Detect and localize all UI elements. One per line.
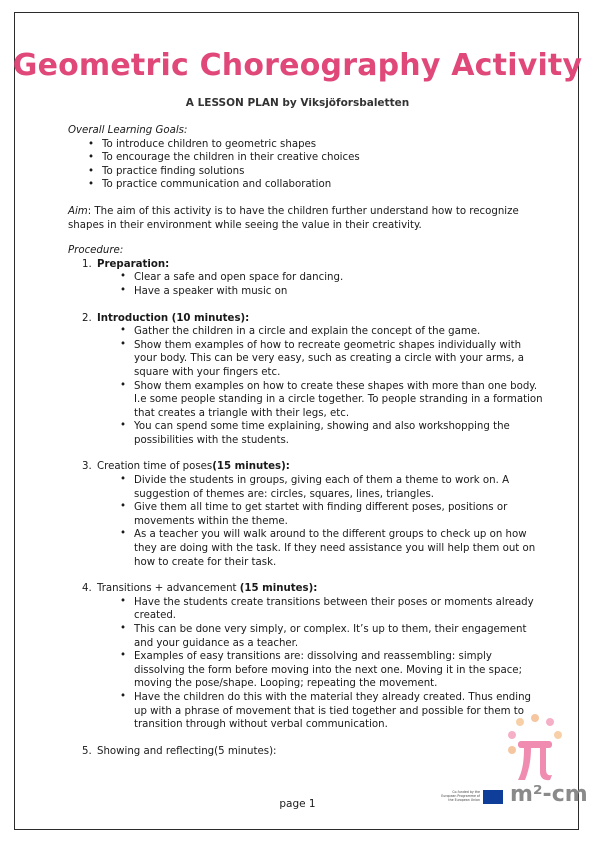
step-bullet: • Examples of easy transitions are: dissolving and reassembling: simply dissolving the form before moving into the next one. Moving it in the space; moving the pose/shape. Looping; repeating the movement. <box>120 650 543 691</box>
step-heading <box>68 582 543 596</box>
step-preparation <box>68 258 543 299</box>
step-bullet: • Clear a safe and open space for dancing. <box>120 271 543 285</box>
step-number: 2. <box>82 312 92 324</box>
goals-list <box>68 138 543 192</box>
step-title: Transitions + advancement <box>97 583 240 595</box>
goal-item: • To practice communication and collaboration <box>88 178 543 192</box>
step-heading <box>68 460 543 474</box>
page-subtitle: A LESSON PLAN by Viksjöforsbaletten <box>185 97 410 109</box>
procedure-label: Procedure: <box>68 245 124 257</box>
pi-logo-icon <box>500 708 570 788</box>
aim-text: : The aim of this activity is to have the children further understand how to recognize shapes in their environment while seeing the value in their creativity. <box>68 205 519 231</box>
step-number: 4. <box>82 583 92 595</box>
goals-label: Overall Learning Goals: <box>68 125 188 136</box>
step-bullet: • Gather the children in a circle and explain the concept of the game. <box>120 325 543 339</box>
step-title: Introduction (10 minutes): <box>97 312 250 324</box>
step-title: Creation time of poses <box>97 461 213 473</box>
procedure-steps <box>68 258 543 759</box>
page-number: page 1 <box>279 798 316 810</box>
goal-item: • To encourage the children in their creative choices <box>88 151 543 165</box>
step-heading <box>68 745 543 759</box>
step-heading <box>68 312 543 326</box>
lesson-content <box>68 124 543 758</box>
step-bullet: • As a teacher you will walk around to the different groups to check up on how they are doing with the task. If they need assistance you will help them out on how to create for their task. <box>120 528 543 569</box>
step-bullets <box>68 596 543 732</box>
step-heading <box>68 258 543 272</box>
aim-label: Aim <box>68 205 88 217</box>
step-creation <box>68 460 543 569</box>
step-number: 5. <box>82 745 92 757</box>
step-bullet: • Have the children do this with the material they already created. Thus ending up with a phrase of movement that is tied together and possible for them to transition through without verbal communication. <box>120 691 543 732</box>
step-introduction <box>68 312 543 448</box>
step-title: Showing and reflecting(5 minutes): <box>97 745 277 757</box>
step-duration: (15 minutes): <box>212 461 290 473</box>
step-number: 1. <box>82 258 92 270</box>
step-bullets <box>68 474 543 569</box>
goal-item: • To introduce children to geometric shapes <box>88 138 543 152</box>
step-showing <box>68 745 543 759</box>
aim-paragraph <box>68 205 543 232</box>
step-title: Preparation: <box>97 258 170 270</box>
step-duration: (15 minutes): <box>239 583 318 595</box>
step-bullet: • This can be done very simply, or complex. It’s up to them, their engagement and your guidance as a teacher. <box>120 623 543 650</box>
step-bullet: • Have the students create transitions between their poses or moments already created. <box>120 596 543 623</box>
step-bullet: • Divide the students in groups, giving each of them a theme to work on. A suggestion of themes are: circles, squares, lines, triangles. <box>120 474 543 501</box>
step-bullets <box>68 271 543 298</box>
goal-item: • To practice finding solutions <box>88 165 543 179</box>
mcm-logo: m²-cm <box>510 782 588 807</box>
step-number: 3. <box>82 461 92 473</box>
step-bullet: • You can spend some time explaining, showing and also workshopping the possibilities with the students. <box>120 420 543 447</box>
eu-text: Co-funded by the European Programme of the European Union <box>441 790 480 802</box>
step-transitions <box>68 582 543 732</box>
step-bullet: • Give them all time to get startet with finding different poses, positions or movements within the theme. <box>120 501 543 528</box>
step-bullets <box>68 325 543 447</box>
step-bullet: • Have a speaker with music on <box>120 285 543 299</box>
step-bullet: • Show them examples on how to create these shapes with more than one body. I.e some people standing in a circle together. To people stranding in a formation that creates a triangle with their legs, etc. <box>120 380 543 421</box>
step-bullet: • Show them examples of how to recreate geometric shapes individually with your body. This can be very easy, such as creating a circle with your arms, a square with your fingers etc. <box>120 339 543 380</box>
page-title: Geometric Choreography Activity <box>12 48 583 83</box>
